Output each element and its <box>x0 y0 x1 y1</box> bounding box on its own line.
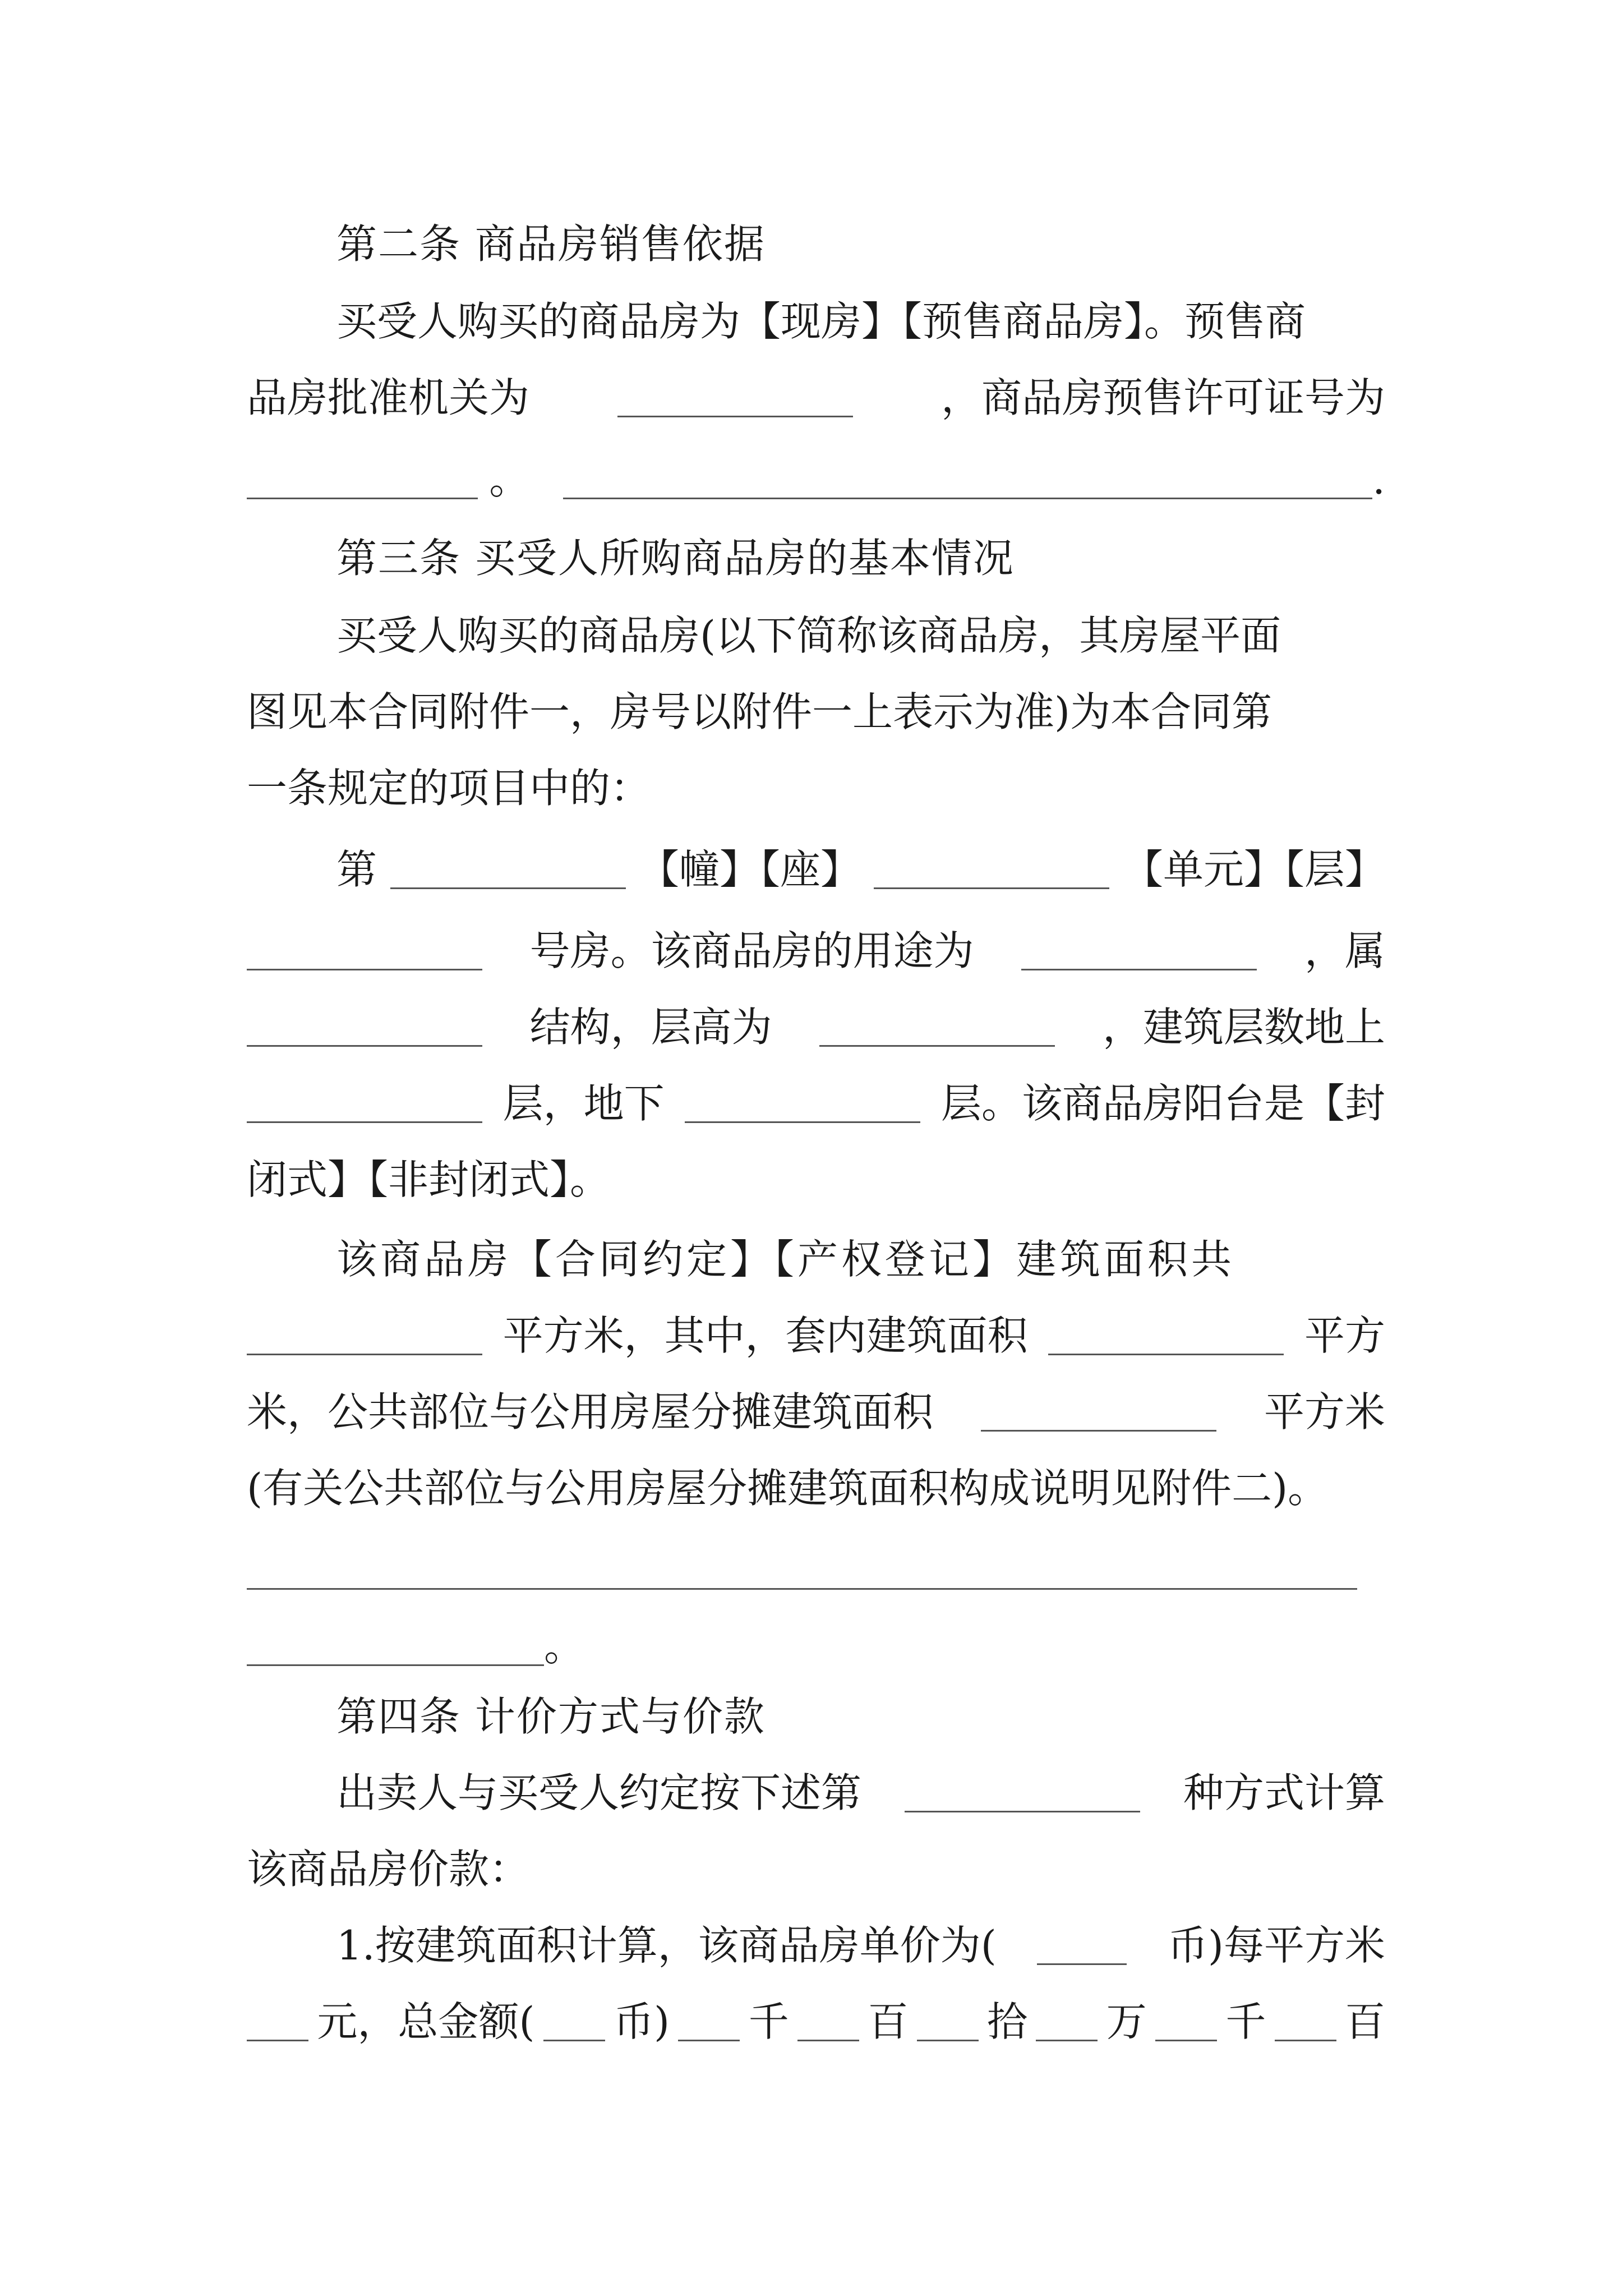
article-4-heading <box>336 1674 1385 1759</box>
row-1-text-a: 第 <box>336 846 377 893</box>
row-1-text-b: 【幢】【座】 <box>638 846 861 893</box>
article-3-line-2 <box>247 670 1385 754</box>
row-1-text-c: 【单元】【层】 <box>1122 846 1385 893</box>
article-3-row-5 <box>247 1138 1385 1222</box>
unit-bai-2: 百 <box>1344 1998 1385 2045</box>
unit-price-blank[interactable] <box>247 2039 308 2041</box>
article-3-line-1-text: 买受人购买的商品房(以下简称该商品房，其房屋平面 <box>336 612 1281 659</box>
item-1-text-a: 1.按建筑面积计算，该商品房单价为( <box>336 1922 997 1969</box>
area-line-4-text: (有关公共部位与公用房屋分摊建筑面积构成说明见附件二)。 <box>247 1465 1329 1512</box>
item-2-text-b: 币) <box>614 1998 670 2045</box>
presale-permit-blank[interactable] <box>247 497 478 499</box>
area-line-1-text: 该商品房【合同约定】【产权登记】建筑面积共 <box>336 1236 1235 1283</box>
currency-blank-2[interactable] <box>543 2039 605 2041</box>
article-3-row-4 <box>247 1061 1385 1145</box>
area-line-1 <box>336 1217 1385 1301</box>
article-3-line-1 <box>336 593 1385 678</box>
amount-shi-blank[interactable] <box>917 2039 979 2041</box>
floors-below-blank[interactable] <box>685 1121 920 1123</box>
article-4-line-1-text-a: 出卖人与买受人约定按下述第 <box>336 1769 862 1816</box>
row-2-text-b: ，属 <box>1304 927 1385 974</box>
row-5-text: 闭式】【非封闭式】。 <box>247 1156 611 1203</box>
unit-shi: 拾 <box>987 1998 1028 2045</box>
item-1-text-b: 币)每平方米 <box>1167 1922 1385 1969</box>
area-line-5 <box>247 1528 1385 1612</box>
article-4-item-2 <box>247 1980 1385 2064</box>
article-3-line-2-text: 图见本合同附件一，房号以附件一上表示为准)为本合同第 <box>247 688 1272 735</box>
amount-qian2-blank[interactable] <box>1155 2039 1217 2041</box>
shared-area-blank[interactable] <box>981 1429 1216 1432</box>
row-4-text-a: 层，地下 <box>502 1080 665 1127</box>
total-area-blank[interactable] <box>247 1353 482 1355</box>
unit-wan: 万 <box>1106 1998 1147 2045</box>
area-line-6-text: 。 <box>544 1623 585 1670</box>
article-4-line-2 <box>247 1827 1385 1911</box>
article-4-line-2-text: 该商品房价款： <box>247 1846 530 1893</box>
article-3-row-1 <box>336 827 1385 912</box>
area-line-4 <box>247 1446 1441 1530</box>
article-3-row-3 <box>247 985 1385 1069</box>
article-2-heading <box>336 202 1385 286</box>
pricing-method-blank[interactable] <box>905 1810 1140 1812</box>
row-2-text-a: 号房。该商品房的用途为 <box>529 927 974 974</box>
amount-qian-blank[interactable] <box>678 2039 740 2041</box>
amount-wan-blank[interactable] <box>1036 2039 1098 2041</box>
article-2-line-1-text: 买受人购买的商品房为【现房】【预售商品房】。预售商 <box>336 298 1306 345</box>
article-2-line-2-text-b: ，商品房预售许可证号为 <box>940 374 1385 421</box>
item-2-text-a: 元，总金额( <box>317 1998 535 2045</box>
inner-area-blank[interactable] <box>1048 1353 1284 1355</box>
article-2-line-3-text-b: . <box>1372 456 1385 503</box>
article-4-item-1 <box>336 1903 1385 1987</box>
article-3-heading-text: 第三条 买受人所购商品房的基本情况 <box>336 535 1015 582</box>
article-3-line-3 <box>247 746 1385 830</box>
unit-number-blank[interactable] <box>874 887 1109 889</box>
floors-above-blank[interactable] <box>247 1121 482 1123</box>
row-3-text-b: ，建筑层数地上 <box>1102 1004 1385 1051</box>
row-4-text-b: 层。该商品房阳台是【封 <box>940 1080 1385 1127</box>
article-2-line-2 <box>247 356 1385 440</box>
area-line-2-text-b: 平方 <box>1304 1312 1385 1359</box>
unit-bai: 百 <box>868 1998 909 2045</box>
article-3-row-2 <box>247 909 1385 993</box>
approval-authority-blank[interactable] <box>617 415 853 417</box>
article-4-heading-text: 第四条 计价方式与价款 <box>336 1693 766 1740</box>
article-2-line-3-text-a: 。 <box>489 456 530 503</box>
article-4-line-1 <box>336 1751 1385 1835</box>
article-2-line-2-text-a: 品房批准机关为 <box>247 374 530 421</box>
usage-blank[interactable] <box>1021 968 1257 970</box>
article-3-heading <box>336 516 1385 600</box>
floor-height-blank[interactable] <box>819 1045 1055 1047</box>
amount-bai2-blank[interactable] <box>1275 2039 1336 2041</box>
article-2-line-3 <box>247 438 1385 522</box>
additional-notes-blank[interactable] <box>247 1588 1357 1590</box>
area-line-3-text-a: 米，公共部位与公用房屋分摊建筑面积 <box>247 1388 934 1435</box>
article-2-line-1 <box>336 279 1385 364</box>
amount-bai-blank[interactable] <box>797 2039 859 2041</box>
additional-notes-blank-2[interactable] <box>247 1664 544 1666</box>
row-3-text-a: 结构，层高为 <box>529 1004 772 1051</box>
article-2-extra-blank[interactable] <box>563 497 1372 499</box>
area-line-3-text-b: 平方米 <box>1264 1388 1385 1435</box>
currency-blank-1[interactable] <box>1037 1963 1127 1965</box>
article-4-line-1-text-b: 种方式计算 <box>1183 1769 1385 1816</box>
room-number-blank[interactable] <box>247 968 482 970</box>
structure-blank[interactable] <box>247 1045 482 1047</box>
unit-qian-2: 千 <box>1225 1998 1266 2045</box>
article-3-line-3-text: 一条规定的项目中的： <box>247 765 651 812</box>
area-line-2 <box>247 1294 1385 1378</box>
area-line-3 <box>247 1370 1385 1454</box>
area-line-2-text-a: 平方米，其中，套内建筑面积 <box>502 1312 1028 1359</box>
building-number-blank[interactable] <box>390 887 626 889</box>
unit-qian: 千 <box>748 1998 789 2045</box>
article-2-heading-text: 第二条 商品房销售依据 <box>336 220 766 268</box>
